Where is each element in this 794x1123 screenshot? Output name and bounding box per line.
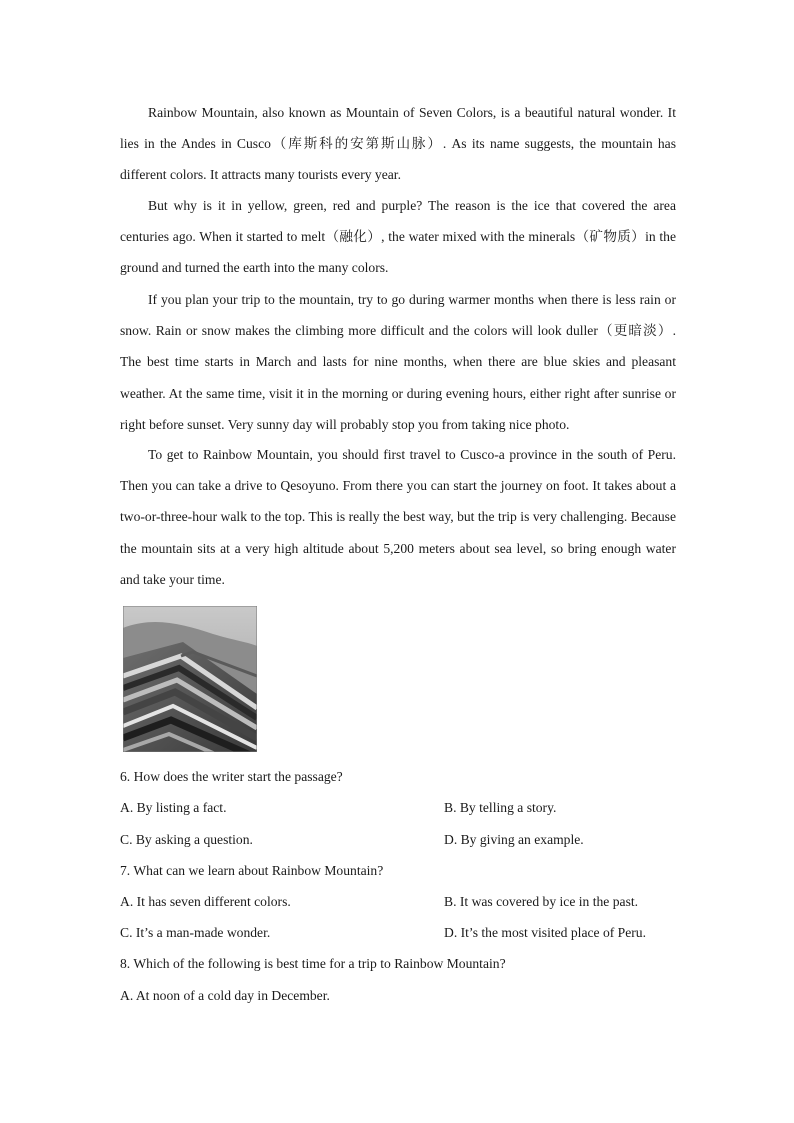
- passage-paragraph-1: Rainbow Mountain, also known as Mountain of Seven Colors, is a beautiful natural wonder. It lies in the Andes in Cusco（库斯科的安第斯山脉）. As its name suggests, the mountain has different colors. It attracts many tourists every year.: [120, 105, 676, 183]
- question-6-stem: 6. How does the writer start the passage?: [120, 769, 343, 784]
- question-6-option-c: C. By asking a question.: [120, 832, 253, 847]
- question-6-option-a: A. By listing a fact.: [120, 800, 227, 815]
- passage-paragraph-2: But why is it in yellow, green, red and purple? The reason is the ice that covered the area centuries ago. When it started to melt（融化）, the water mixed with the minerals（矿物质）in the ground and turned the earth into the many colors.: [120, 198, 676, 276]
- question-7-option-a: A. It has seven different colors.: [120, 894, 291, 909]
- question-8-stem: 8. Which of the following is best time for a trip to Rainbow Mountain?: [120, 956, 506, 971]
- passage-paragraph-4: To get to Rainbow Mountain, you should first travel to Cusco-a province in the south of Peru. Then you can take a drive to Qesoyuno. From there you can start the journey on foot. It takes about a two-or-three-hour walk to the top. This is really the best way, but the trip is very challenging. Because the mountain sits at a very high altitude about 5,200 meters about sea level, so bring enough water and take your time.: [120, 447, 676, 587]
- question-7-option-b: B. It was covered by ice in the past.: [444, 894, 639, 909]
- question-8-option-a: A. At noon of a cold day in December.: [120, 988, 330, 1003]
- question-7-option-c: C. It’s a man-made wonder.: [120, 925, 271, 940]
- question-6-option-b: B. By telling a story.: [444, 800, 557, 815]
- question-7-option-d: D. It’s the most visited place of Peru.: [444, 925, 646, 940]
- rainbow-mountain-photo: [123, 606, 257, 752]
- passage-paragraph-3: If you plan your trip to the mountain, try to go during warmer months when there is less rain or snow. Rain or snow makes the climbing more difficult and the colors will look duller（更暗淡）. The best time starts in March and lasts for nine months, when there are blue skies and pleasant weather. At the same time, visit it in the morning or during evening hours, either right after sunrise or right before sunset. Very sunny day will probably stop you from taking nice photo.: [120, 292, 676, 432]
- question-7-stem: 7. What can we learn about Rainbow Mountain?: [120, 863, 384, 878]
- question-6-option-d: D. By giving an example.: [444, 832, 584, 847]
